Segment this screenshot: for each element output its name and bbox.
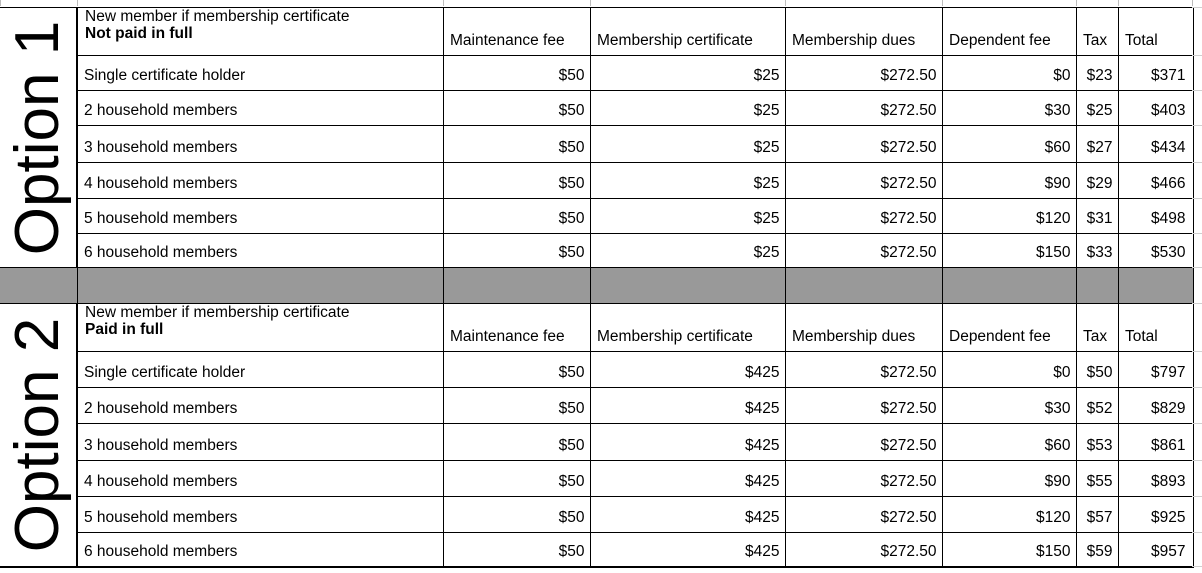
row-tick	[1192, 387, 1202, 388]
table-cell[interactable]: $272.50	[785, 532, 944, 566]
option-label: Option 2	[3, 317, 72, 553]
table-cell[interactable]: $50	[1076, 351, 1120, 387]
header-row	[0, 303, 1202, 351]
table-cell[interactable]: $27	[1076, 125, 1120, 162]
option-header-cell[interactable]	[77, 303, 445, 351]
table-cell[interactable]: $272.50	[785, 387, 944, 423]
row-tick	[1192, 423, 1202, 424]
column-header[interactable]: Total	[1118, 7, 1194, 55]
table-cell[interactable]: $150	[942, 532, 1078, 566]
table-cell[interactable]: $530	[1118, 233, 1194, 267]
table-cell[interactable]: $425	[590, 423, 787, 460]
column-tick	[785, 0, 786, 6]
table-cell[interactable]: $31	[1076, 198, 1120, 233]
row-label[interactable]: 4 household members	[77, 460, 445, 496]
row-tick	[1192, 460, 1202, 461]
column-header[interactable]: Maintenance fee	[443, 7, 592, 55]
table-cell[interactable]: $25	[590, 55, 787, 90]
table-cell[interactable]: $272.50	[785, 90, 944, 125]
column-tick	[1118, 0, 1119, 6]
table-cell[interactable]: $829	[1118, 387, 1194, 423]
table-cell[interactable]: $434	[1118, 125, 1194, 162]
row-label[interactable]: Single certificate holder	[77, 55, 445, 90]
table-cell[interactable]: $403	[1118, 90, 1194, 125]
separator-cell	[942, 267, 1078, 303]
table-cell[interactable]: $59	[1076, 532, 1120, 566]
table-cell[interactable]: $50	[443, 162, 592, 198]
table-cell[interactable]: $0	[942, 55, 1078, 90]
table-cell[interactable]: $25	[590, 233, 787, 267]
row-label[interactable]: 3 household members	[77, 423, 445, 460]
table-cell[interactable]: $52	[1076, 387, 1120, 423]
row-label[interactable]: 6 household members	[77, 233, 445, 267]
header-line-2: Not paid in full	[85, 25, 193, 42]
table-cell[interactable]: $25	[590, 198, 787, 233]
header-line-1: New member if membership certificate	[85, 304, 350, 321]
column-header[interactable]: Tax	[1076, 303, 1120, 351]
option-header-cell[interactable]	[77, 7, 445, 55]
table-cell[interactable]: $50	[443, 55, 592, 90]
row-label[interactable]: 4 household members	[77, 162, 445, 198]
column-header[interactable]: Tax	[1076, 7, 1120, 55]
table-cell[interactable]: $272.50	[785, 460, 944, 496]
table-cell[interactable]: $50	[443, 532, 592, 566]
row-tick	[1192, 125, 1202, 126]
table-cell[interactable]: $90	[942, 460, 1078, 496]
table-cell[interactable]: $893	[1118, 460, 1194, 496]
table-cell[interactable]: $90	[942, 162, 1078, 198]
table-cell[interactable]: $797	[1118, 351, 1194, 387]
row-tick	[1192, 233, 1202, 234]
table-cell[interactable]: $33	[1076, 233, 1120, 267]
table-cell[interactable]: $50	[443, 351, 592, 387]
row-label[interactable]: 6 household members	[77, 532, 445, 566]
table-row	[0, 233, 1202, 267]
table-cell[interactable]: $50	[443, 496, 592, 532]
separator-cell	[77, 267, 445, 303]
table-cell[interactable]: $498	[1118, 198, 1194, 233]
table-cell[interactable]: $272.50	[785, 423, 944, 460]
table-cell[interactable]: $371	[1118, 55, 1194, 90]
table-cell[interactable]: $425	[590, 532, 787, 566]
table-cell[interactable]: $272.50	[785, 55, 944, 90]
table-row	[0, 460, 1202, 496]
table-cell[interactable]: $425	[590, 460, 787, 496]
column-tick	[0, 0, 1, 6]
row-tick	[1192, 532, 1202, 533]
table-row	[0, 162, 1202, 198]
table-cell[interactable]: $466	[1118, 162, 1194, 198]
table-row	[0, 532, 1202, 566]
column-tick	[77, 0, 78, 6]
table-cell[interactable]: $25	[590, 125, 787, 162]
table-cell[interactable]: $50	[443, 387, 592, 423]
header-line-1: New member if membership certificate	[85, 8, 350, 25]
table-cell[interactable]: $272.50	[785, 198, 944, 233]
table-cell[interactable]: $30	[942, 90, 1078, 125]
row-tick	[1192, 351, 1202, 352]
row-label[interactable]: 5 household members	[77, 198, 445, 233]
table-cell[interactable]: $50	[443, 125, 592, 162]
table-row	[0, 55, 1202, 90]
column-tick	[942, 0, 943, 6]
table-row	[0, 387, 1202, 423]
column-tick	[1076, 0, 1077, 6]
table-row	[0, 496, 1202, 532]
separator-cell	[443, 267, 592, 303]
row-tick	[1192, 7, 1202, 8]
row-tick	[1192, 198, 1202, 199]
table-cell[interactable]: $53	[1076, 423, 1120, 460]
table-cell[interactable]: $861	[1118, 423, 1194, 460]
table-row	[0, 125, 1202, 162]
row-tick	[1192, 55, 1202, 56]
table-cell[interactable]: $272.50	[785, 125, 944, 162]
row-tick	[1192, 90, 1202, 91]
table-cell[interactable]: $272.50	[785, 496, 944, 532]
row-label[interactable]: 5 household members	[77, 496, 445, 532]
table-cell[interactable]: $50	[443, 460, 592, 496]
row-label[interactable]: Single certificate holder	[77, 351, 445, 387]
header-row	[0, 7, 1202, 55]
row-tick	[1192, 162, 1202, 163]
table-cell[interactable]: $55	[1076, 460, 1120, 496]
table-bottom-border	[0, 566, 1194, 568]
table-cell[interactable]: $425	[590, 351, 787, 387]
row-tick	[1192, 496, 1202, 497]
table-cell[interactable]: $425	[590, 496, 787, 532]
table-cell[interactable]: $50	[443, 198, 592, 233]
header-line-2: Paid in full	[85, 321, 164, 338]
table-cell[interactable]: $50	[443, 90, 592, 125]
separator-row	[0, 267, 1202, 303]
table-row	[0, 423, 1202, 460]
table-row	[0, 90, 1202, 125]
table-cell[interactable]: $57	[1076, 496, 1120, 532]
table-cell[interactable]: $25	[590, 90, 787, 125]
separator-cell	[0, 267, 79, 303]
table-cell[interactable]: $60	[942, 423, 1078, 460]
column-header[interactable]: Membership certificate	[590, 303, 787, 351]
table-cell[interactable]: $50	[443, 423, 592, 460]
column-header[interactable]: Membership dues	[785, 303, 944, 351]
table-cell[interactable]: $272.50	[785, 233, 944, 267]
table-cell[interactable]: $25	[1076, 90, 1120, 125]
column-header[interactable]: Membership dues	[785, 7, 944, 55]
separator-cell	[1118, 267, 1194, 303]
column-header[interactable]: Maintenance fee	[443, 303, 592, 351]
table-cell[interactable]: $29	[1076, 162, 1120, 198]
row-label[interactable]: 3 household members	[77, 125, 445, 162]
column-tick	[443, 0, 444, 6]
table-cell[interactable]: $425	[590, 387, 787, 423]
row-tick	[1192, 566, 1202, 567]
table-cell[interactable]: $272.50	[785, 162, 944, 198]
table-cell[interactable]: $272.50	[785, 351, 944, 387]
column-header[interactable]: Dependent fee	[942, 303, 1078, 351]
table-cell[interactable]: $120	[942, 496, 1078, 532]
table-cell[interactable]: $25	[590, 162, 787, 198]
row-tick	[1192, 267, 1202, 268]
table-cell[interactable]: $30	[942, 387, 1078, 423]
separator-cell	[785, 267, 944, 303]
table-cell[interactable]: $120	[942, 198, 1078, 233]
row-label[interactable]: 2 household members	[77, 387, 445, 423]
column-header[interactable]: Total	[1118, 303, 1194, 351]
row-label[interactable]: 2 household members	[77, 90, 445, 125]
table-cell[interactable]: $150	[942, 233, 1078, 267]
table-cell[interactable]: $957	[1118, 532, 1194, 566]
table-cell[interactable]: $60	[942, 125, 1078, 162]
separator-cell	[1076, 267, 1120, 303]
column-header[interactable]: Membership certificate	[590, 7, 787, 55]
table-cell[interactable]: $925	[1118, 496, 1194, 532]
separator-cell	[590, 267, 787, 303]
table-cell[interactable]: $23	[1076, 55, 1120, 90]
table-row	[0, 198, 1202, 233]
column-tick	[1192, 0, 1193, 6]
row-tick	[1192, 303, 1202, 304]
column-tick	[590, 0, 591, 6]
table-cell[interactable]: $0	[942, 351, 1078, 387]
option-label: Option 1	[3, 20, 72, 255]
table-cell[interactable]: $50	[443, 233, 592, 267]
column-header[interactable]: Dependent fee	[942, 7, 1078, 55]
table-row	[0, 351, 1202, 387]
